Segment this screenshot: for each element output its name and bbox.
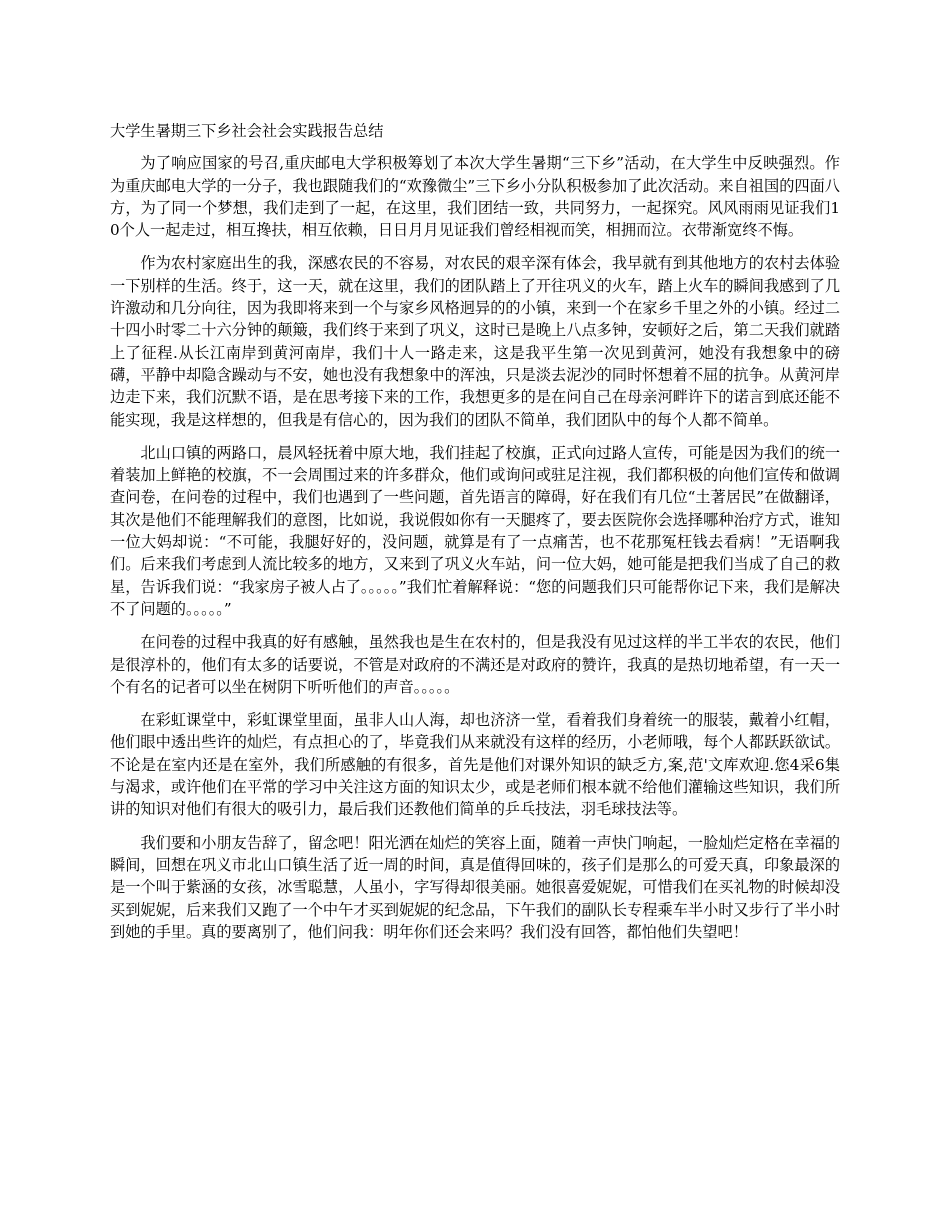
paragraph-2: 作为农村家庭出生的我，深感农民的不容易，对农民的艰辛深有体会，我早就有到其他地方的农村去体验一下别样的生活。终于，这一天，就在这里，我们的团队踏上了开往巩义的火车，踏上火车的瞬间我感到了几许激动和几分向往，因为我即将来到一个与家乡风格迥异的的小镇，来到一个在家乡千里之外的小镇。经过二十四小时零二十六分钟的颠簸，我们终于来到了巩义，这时已是晚上八点多钟，安顿好之后，第二天我们就踏上了征程.从长江南岸到黄河南岸，我们十人一路走来，这是我平生第一次见到黄河，她没有我想象中的磅礴，平静中却隐含躁动与不安，她也没有我想象中的浑浊，只是淡去泥沙的同时怀想着不屈的抗争。从黄河岸边走下来，我们沉默不语，是在思考接下来的工作，我想更多的是在问自己在母亲河畔许下的诺言到底还能不能实现，我是这样想的，但我是有信心的，因为我们的团队不简单，我们团队中的每个人都不简单。 bbox=[110, 254, 840, 429]
paragraph-3: 北山口镇的两路口，晨风轻抚着中原大地，我们挂起了校旗，正式向过路人宣传，可能是因为我们的统一着装加上鲜艳的校旗，不一会周围过来的许多群众，他们或询问或驻足注视，我们都积极的向他们宣传和做调查问卷，在问卷的过程中，我们也遇到了一些问题，首先语言的障碍，好在我们有几位“土著居民”在做翻译，其次是他们不能理解我们的意图，比如说，我说假如你有一天腿疼了，要去医院你会选择哪种治疗方式，谁知一位大妈却说：“不可能，我腿好好的，没问题，就算是有了一点痛苦，也不花那冤枉钱去看病！”无语啊我们。后来我们考虑到人流比较多的地方，又来到了巩义火车站，问一位大妈，她可能是把我们当成了自己的救星，告诉我们说：“我家房子被人占了。。。。。”我们忙着解释说：“您的问题我们只可能帮你记下来，我们是解决不了问题的。。。。。” bbox=[110, 443, 840, 618]
paragraph-4: 在问卷的过程中我真的好有感触，虽然我也是生在农村的，但是我没有见过这样的半工半农的农民，他们是很淳朴的，他们有太多的话要说，不管是对政府的不满还是对政府的赞许，我真的是热切地希望，有一天一个有名的记者可以坐在树阴下听听他们的声音。。。。。 bbox=[110, 633, 840, 696]
document-title: 大学生暑期三下乡社会社会实践报告总结 bbox=[110, 122, 384, 140]
paragraph-6: 我们要和小朋友告辞了，留念吧！阳光洒在灿烂的笑容上面，随着一声快门响起，一脸灿烂定格在幸福的瞬间，回想在巩义市北山口镇生活了近一周的时间，真是值得回味的，孩子们是那么的可爱天真，印象最深的是一个叫于紫涵的女孩，冰雪聪慧，人虽小，字写得却很美丽。她很喜爱妮妮，可惜我们在买礼物的时候却没买到妮妮，后来我们又跑了一个中午才买到妮妮的纪念品，下午我们的副队长专程乘车半小时又步行了半小时到她的手里。真的要离别了，他们问我：明年你们还会来吗？我们没有回答，都怕他们失望吧！ bbox=[110, 833, 840, 941]
paragraph-1: 为了响应国家的号召,重庆邮电大学积极筹划了本次大学生暑期“三下乡”活动，在大学生中反映强烈。作为重庆邮电大学的一分子，我也跟随我们的“欢豫微尘”三下乡小分队积极参加了此次活动。来自祖国的四面八方，为了同一个梦想，我们走到了一起，在这里，我们团结一致，共同努力，一起探究。风风雨雨见证我们10个人一起走过，相互搀扶，相互依赖，日日月月见证我们曾经相视而笑，相拥而泣。衣带渐宽终不悔。 bbox=[110, 154, 840, 240]
paragraph-5: 在彩虹课堂中，彩虹课堂里面，虽非人山人海，却也济济一堂，看着我们身着统一的服装，戴着小红帽，他们眼中透出些许的灿烂，有点担心的了，毕竟我们从来就没有这样的经历，小老师哦，每个人都跃跃欲试。不论是在室内还是在室外，我们所感触的有很多，首先是他们对课外知识的缺乏方,案,范'文库欢迎.您4采6集与渴求，或许他们在平常的学习中关注这方面的知识太少，或是老师们根本就不给他们灌输这些知识，我们所讲的知识对他们有很大的吸引力，最后我们还教他们简单的乒乓技法，羽毛球技法等。 bbox=[110, 711, 840, 819]
document-page bbox=[110, 120, 840, 954]
